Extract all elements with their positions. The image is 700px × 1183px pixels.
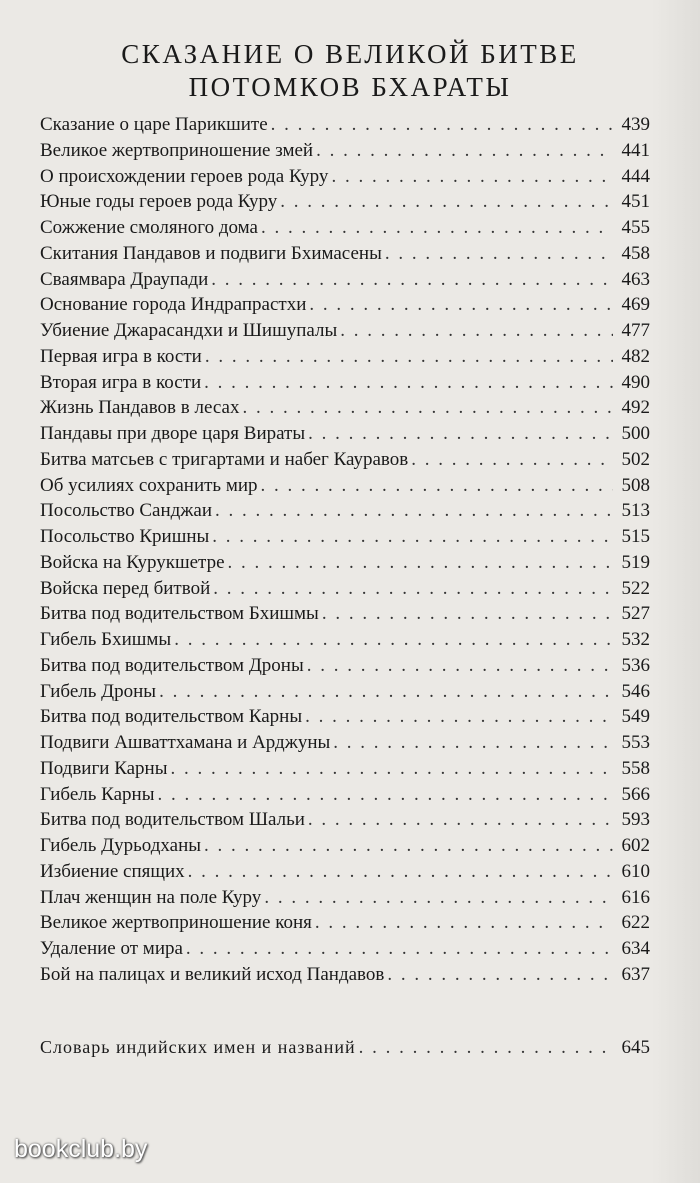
appendix-entry (40, 1035, 650, 1061)
toc-entry (40, 859, 650, 885)
toc-entry-title: Битва под водительством Дроны (40, 654, 304, 676)
toc-entry-title: Жизнь Пандавов в лесах (40, 397, 240, 419)
toc-entry (40, 730, 650, 756)
toc-entry (40, 704, 650, 730)
toc-entry (40, 421, 650, 447)
toc-entry-title: Битва под водительством Карны (40, 706, 303, 728)
toc-entry-title: Войска на Курукшетре (40, 551, 225, 573)
toc-entry-page: 515 (621, 526, 650, 547)
toc-entry-page: 463 (621, 268, 650, 290)
leader-dots (261, 473, 613, 499)
watermark: bookclub.by (14, 1135, 148, 1163)
toc-entry-title: Удаление от мира (40, 938, 183, 959)
toc-entry (40, 138, 650, 164)
leader-dots (157, 782, 613, 808)
leader-dots (280, 189, 613, 215)
leader-dots (212, 524, 613, 550)
toc-entry-title: Сказание о царе Парикшите (40, 114, 268, 135)
toc-entry-page: 441 (621, 139, 650, 161)
toc-entry-title: Битва матсьев с тригартами и набег Кауравов (40, 448, 409, 470)
toc-entry (40, 473, 650, 499)
toc-entry (40, 679, 650, 705)
toc-entry-page: 439 (621, 114, 650, 135)
toc-entry-title: Подвиги Карны (40, 757, 168, 779)
toc-entry (40, 807, 650, 833)
toc-entry (40, 292, 650, 318)
toc-entry-page: 513 (621, 500, 650, 522)
toc-entry-title: Подвиги Ашваттхамана и Арджуны (40, 732, 331, 753)
leader-dots (186, 936, 613, 962)
toc-entry-title: Гибель Дроны (40, 680, 157, 702)
toc-entry-title: Убиение Джарасандхи и Шишупалы (40, 320, 338, 341)
leader-dots (385, 241, 613, 267)
appendix-title: Словарь индийских имен и названий (40, 1037, 356, 1057)
toc-entry (40, 112, 650, 138)
toc-entry (40, 601, 650, 627)
heading-line-2: ПОТОМКОВ БХАРАТЫ (188, 72, 512, 102)
toc-entry-page: 536 (621, 654, 650, 676)
toc-entry-page: 546 (621, 680, 650, 702)
toc-entry (40, 524, 650, 550)
toc-entry-title: Битва под водительством Шальи (40, 809, 305, 831)
leader-dots (264, 885, 613, 911)
leader-dots (387, 962, 613, 988)
leader-dots (204, 833, 613, 859)
toc-entry-page: 593 (621, 809, 650, 831)
toc-entry-title: Избиение спящих (40, 860, 185, 882)
toc-entry-page: 508 (621, 474, 650, 496)
toc-entry-title: Основание города Индрапрастхи (40, 294, 307, 316)
toc-entry (40, 550, 650, 576)
toc-entry-title: О происхождении героев рода Куру (40, 165, 329, 187)
toc-entry-page: 502 (621, 448, 650, 470)
toc-entry (40, 885, 650, 911)
toc-entry (40, 498, 650, 524)
toc-entry-page: 527 (621, 603, 650, 625)
toc-entry-page: 477 (621, 320, 650, 341)
toc-entry-page: 469 (621, 294, 650, 316)
toc-entry-page: 492 (621, 397, 650, 419)
toc-entry (40, 370, 650, 396)
leader-dots (333, 730, 613, 756)
leader-dots (204, 370, 613, 396)
leader-dots (307, 653, 613, 679)
toc-entry-page: 444 (621, 165, 650, 187)
toc-entry (40, 962, 650, 988)
toc-entry-title: Гибель Бхишмы (40, 629, 172, 650)
leader-dots (411, 447, 613, 473)
leader-dots (261, 215, 613, 241)
toc-entry (40, 189, 650, 215)
toc-entry (40, 653, 650, 679)
leader-dots (322, 601, 613, 627)
toc-entry-page: 558 (621, 757, 650, 779)
toc-entry-title: Сожжение смоляного дома (40, 217, 258, 238)
toc-entry-page: 451 (621, 191, 650, 213)
heading-line-1: СКАЗАНИЕ О ВЕЛИКОЙ БИТВЕ (121, 39, 579, 69)
toc-entry-title: Бой на палицах и великий исход Пандавов (40, 963, 385, 985)
table-of-contents (40, 112, 650, 988)
toc-entry (40, 782, 650, 808)
toc-entry-page: 482 (621, 345, 650, 367)
leader-dots (205, 344, 613, 370)
leader-dots (315, 910, 613, 936)
toc-entry-page: 637 (621, 963, 650, 985)
leader-dots (316, 138, 613, 164)
leader-dots (211, 267, 613, 293)
toc-entry-title: Гибель Карны (40, 783, 155, 805)
toc-entry-title: Об усилиях сохранить мир (40, 474, 258, 496)
toc-entry-title: Великое жертвоприношение змей (40, 139, 314, 161)
toc-entry (40, 241, 650, 267)
toc-entry (40, 910, 650, 936)
toc-entry-title: Посольство Кришны (40, 526, 210, 547)
leader-dots (308, 421, 613, 447)
toc-entry (40, 576, 650, 602)
leader-dots (213, 576, 613, 602)
toc-entry-page: 519 (621, 551, 650, 573)
toc-entry-title: Битва под водительством Бхишмы (40, 603, 319, 625)
leader-dots (159, 679, 613, 705)
leader-dots (305, 704, 613, 730)
leader-dots (215, 498, 613, 524)
toc-entry (40, 344, 650, 370)
toc-entry (40, 395, 650, 421)
toc-entry-page: 622 (621, 912, 650, 934)
toc-entry (40, 215, 650, 241)
toc-entry (40, 164, 650, 190)
leader-dots (340, 318, 613, 344)
toc-entry-page: 532 (621, 629, 650, 650)
leader-dots (331, 164, 613, 190)
leader-dots (188, 859, 613, 885)
toc-entry-page: 458 (621, 242, 650, 264)
toc-entry-title: Плач женщин на поле Куру (40, 886, 262, 908)
leader-dots (174, 627, 613, 653)
toc-entry (40, 318, 650, 344)
toc-entry (40, 627, 650, 653)
leader-dots (308, 807, 613, 833)
leader-dots (228, 550, 613, 576)
toc-entry (40, 267, 650, 293)
toc-entry-page: 566 (621, 783, 650, 805)
toc-entry-title: Вторая игра в кости (40, 371, 202, 393)
toc-entry-page: 634 (621, 938, 650, 959)
toc-entry-title: Посольство Санджаи (40, 500, 213, 522)
toc-entry-page: 553 (621, 732, 650, 753)
toc-entry-page: 616 (621, 886, 650, 908)
leader-dots (309, 292, 613, 318)
bleed-through-shadow (652, 0, 700, 1183)
leader-dots (242, 395, 613, 421)
toc-entry-page: 610 (621, 860, 650, 882)
toc-entry-title: Великое жертвоприношение коня (40, 912, 312, 934)
toc-entry-page: 500 (621, 423, 650, 444)
toc-entry-title: Юные годы героев рода Куру (40, 191, 278, 213)
toc-entry-page: 490 (621, 371, 650, 393)
toc-entry-page: 455 (621, 217, 650, 238)
toc-entry-title: Гибель Дурьодханы (40, 835, 202, 856)
toc-entry (40, 756, 650, 782)
toc-entry (40, 833, 650, 859)
leader-dots (359, 1035, 613, 1061)
toc-entry-title: Сваямвара Драупади (40, 268, 209, 290)
appendix-page: 645 (621, 1037, 650, 1058)
leader-dots (271, 112, 613, 138)
toc-entry-title: Войска перед битвой (40, 577, 211, 599)
section-heading (0, 38, 700, 104)
toc-entry-page: 522 (621, 577, 650, 599)
toc-entry-title: Скитания Пандавов и подвиги Бхимасены (40, 242, 382, 264)
toc-entry-page: 549 (621, 706, 650, 728)
toc-entry (40, 936, 650, 962)
leader-dots (170, 756, 613, 782)
toc-entry-page: 602 (621, 835, 650, 856)
toc-entry-title: Первая игра в кости (40, 345, 202, 367)
toc-entry (40, 447, 650, 473)
toc-entry-title: Пандавы при дворе царя Вираты (40, 423, 306, 444)
